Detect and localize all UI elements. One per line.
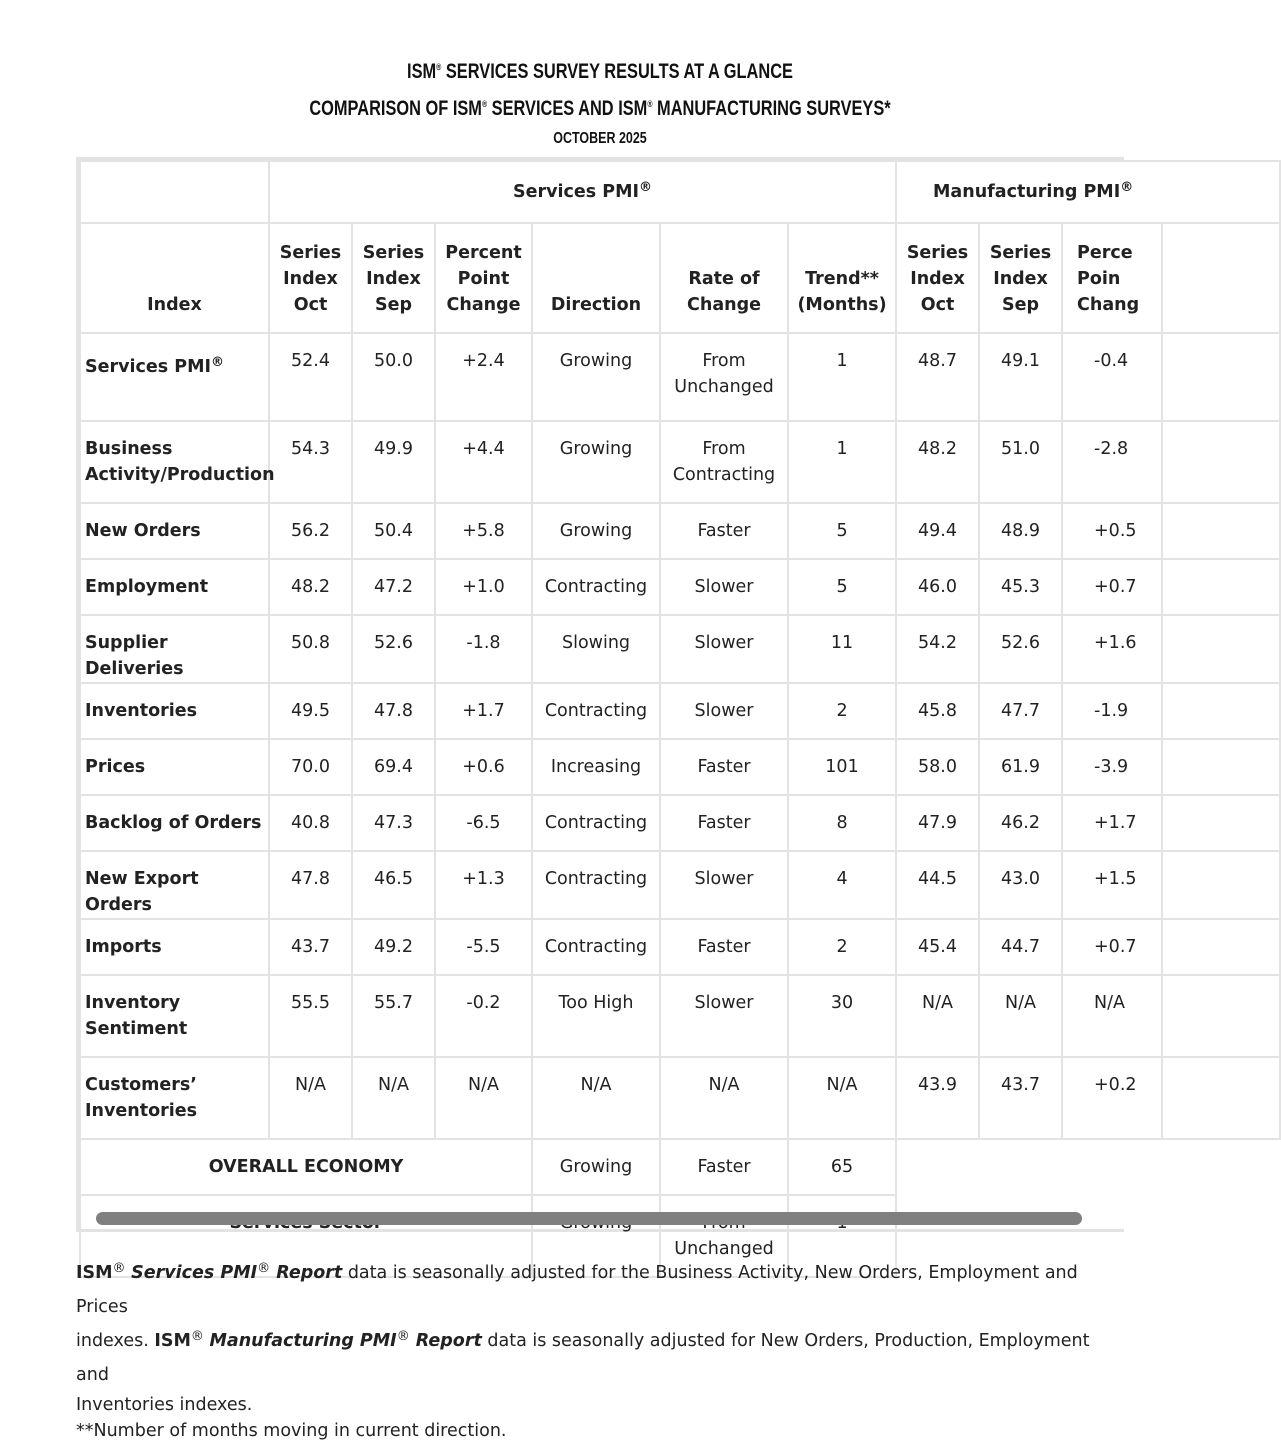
overflow-cell xyxy=(1162,615,1280,683)
manufacturing-pmi-label: Manufacturing PMI xyxy=(933,182,1121,202)
manufacturing-series-oct: 47.9 xyxy=(896,795,979,851)
corner-cell xyxy=(80,161,269,223)
services-rate-of-change xyxy=(660,919,788,975)
manufacturing-series-oct: N/A xyxy=(896,975,979,1057)
column-header-text: Oct xyxy=(920,295,955,315)
column-header-text: Series xyxy=(989,243,1052,263)
column-header-text: Sep xyxy=(1002,295,1040,315)
row-index-label-line: Sentiment xyxy=(85,1019,188,1039)
table-row xyxy=(80,683,1280,739)
row-index-label-line: Business xyxy=(85,439,173,459)
services-trend: 11 xyxy=(788,615,896,683)
table-scroll-container[interactable] xyxy=(76,157,1140,1259)
table-row xyxy=(80,851,1280,919)
table-row xyxy=(80,975,1280,1057)
row-index-text: Employment xyxy=(85,577,209,597)
row-index-text: Services PMI xyxy=(85,357,212,377)
footnote-line2 xyxy=(76,1324,1116,1392)
footnote-trend-note: **Number of months moving in current direction. xyxy=(76,1421,507,1441)
row-index-label xyxy=(80,503,269,559)
services-rate-of-change xyxy=(660,503,788,559)
column-header-text: Sep xyxy=(375,295,412,315)
registered-mark: ® xyxy=(211,355,225,370)
services-rate-of-change xyxy=(660,795,788,851)
column-header-rate-of-change xyxy=(660,223,788,333)
manufacturing-series-oct: 45.4 xyxy=(896,919,979,975)
services-rate-of-change xyxy=(660,851,788,919)
services-trend: 8 xyxy=(788,795,896,851)
services-rate-of-change-line: Slower xyxy=(694,577,754,597)
services-trend: 4 xyxy=(788,851,896,919)
services-direction: N/A xyxy=(532,1057,660,1139)
summary-direction: Growing xyxy=(532,1139,660,1195)
services-direction: Contracting xyxy=(532,559,660,615)
column-header-trend xyxy=(788,223,896,333)
column-header-m-percent-point-change xyxy=(1062,223,1162,333)
services-percent-change: -6.5 xyxy=(435,795,532,851)
manufacturing-series-sep: 49.1 xyxy=(979,333,1062,421)
overflow-cell xyxy=(1162,559,1280,615)
services-series-oct: 43.7 xyxy=(269,919,352,975)
row-index-label xyxy=(80,333,269,421)
services-series-oct: 48.2 xyxy=(269,559,352,615)
services-rate-of-change-line: N/A xyxy=(708,1075,740,1095)
services-series-sep: 47.3 xyxy=(352,795,435,851)
services-percent-change: N/A xyxy=(435,1057,532,1139)
manufacturing-series-sep: 43.7 xyxy=(979,1057,1062,1139)
column-header-series-sep xyxy=(352,223,435,333)
services-percent-change: +4.4 xyxy=(435,421,532,503)
registered-mark: ® xyxy=(436,62,442,72)
services-series-oct: 52.4 xyxy=(269,333,352,421)
footnote-manufacturing-report: Manufacturing PMI xyxy=(209,1331,397,1351)
column-header-text: Percent xyxy=(445,243,522,263)
column-header-text: Series xyxy=(362,243,425,263)
heading-title-rest: SERVICES SURVEY RESULTS AT A GLANCE xyxy=(441,60,793,83)
table-row xyxy=(80,615,1280,683)
services-series-oct: 56.2 xyxy=(269,503,352,559)
services-series-sep: 69.4 xyxy=(352,739,435,795)
manufacturing-series-sep: 44.7 xyxy=(979,919,1062,975)
column-header-text: Point xyxy=(457,269,510,289)
services-series-sep: 49.9 xyxy=(352,421,435,503)
services-direction: Contracting xyxy=(532,795,660,851)
manufacturing-series-sep: 51.0 xyxy=(979,421,1062,503)
row-index-label xyxy=(80,1057,269,1139)
services-series-oct: 47.8 xyxy=(269,851,352,919)
services-percent-change: -0.2 xyxy=(435,975,532,1057)
footnote-line3: Inventories indexes. xyxy=(76,1395,253,1415)
services-rate-of-change xyxy=(660,559,788,615)
column-header-text: Change xyxy=(687,295,761,315)
manufacturing-series-sep: 48.9 xyxy=(979,503,1062,559)
services-series-sep: 49.2 xyxy=(352,919,435,975)
footnote-text2b: data is seasonally adjusted for New Orders, Production, Employment and xyxy=(76,1331,1090,1385)
services-trend: 2 xyxy=(788,919,896,975)
table-row xyxy=(80,1057,1280,1139)
row-index-label xyxy=(80,559,269,615)
row-index-label-line: Activity/Production xyxy=(85,465,275,485)
services-rate-of-change-line: Faster xyxy=(697,813,751,833)
column-header-index xyxy=(80,223,269,333)
services-series-oct: N/A xyxy=(269,1057,352,1139)
column-header-text: Direction xyxy=(550,295,642,315)
manufacturing-percent-change: +0.7 xyxy=(1062,559,1162,615)
row-index-label-line: Inventory xyxy=(85,993,181,1013)
services-trend: 101 xyxy=(788,739,896,795)
column-header-text: Perce xyxy=(1077,243,1133,263)
manufacturing-series-oct: 43.9 xyxy=(896,1057,979,1139)
comparison-table xyxy=(79,160,1281,1278)
overflow-cell xyxy=(1162,1057,1280,1139)
footnote-ism: ISM xyxy=(76,1263,113,1283)
column-header-direction xyxy=(532,223,660,333)
table-row xyxy=(80,739,1280,795)
manufacturing-series-oct: 45.8 xyxy=(896,683,979,739)
overflow-cell xyxy=(1162,851,1280,919)
manufacturing-percent-change: N/A xyxy=(1062,975,1162,1057)
registered-mark: ® xyxy=(1120,180,1134,195)
footnote-report-word: Report xyxy=(270,1263,343,1283)
heading-subtitle xyxy=(191,89,1008,124)
row-index-label xyxy=(80,975,269,1057)
column-header-m-series-oct xyxy=(896,223,979,333)
registered-mark: ® xyxy=(190,1329,204,1344)
row-index-text: New Export Orders xyxy=(85,869,199,915)
column-header-percent-point-change xyxy=(435,223,532,333)
footnote-line1 xyxy=(76,1256,1116,1324)
manufacturing-series-sep: N/A xyxy=(979,975,1062,1057)
manufacturing-series-oct: 49.4 xyxy=(896,503,979,559)
manufacturing-percent-change: +0.5 xyxy=(1062,503,1162,559)
manufacturing-series-sep: 43.0 xyxy=(979,851,1062,919)
horizontal-scrollbar-thumb[interactable] xyxy=(96,1212,1082,1225)
services-rate-of-change xyxy=(660,1057,788,1139)
services-direction: Too High xyxy=(532,975,660,1057)
table-row xyxy=(80,421,1280,503)
manufacturing-percent-change: -2.8 xyxy=(1062,421,1162,503)
summary-trend: 65 xyxy=(788,1139,896,1195)
services-series-sep: 47.8 xyxy=(352,683,435,739)
overflow-cell xyxy=(1162,333,1280,421)
heading-sub-c: MANUFACTURING SURVEYS* xyxy=(652,97,891,120)
manufacturing-series-oct: 54.2 xyxy=(896,615,979,683)
overflow-cell xyxy=(1162,795,1280,851)
services-rate-of-change xyxy=(660,975,788,1057)
table-row xyxy=(80,795,1280,851)
services-direction: Increasing xyxy=(532,739,660,795)
column-header-overflow xyxy=(1162,223,1280,333)
services-series-sep: 46.5 xyxy=(352,851,435,919)
services-rate-of-change xyxy=(660,683,788,739)
manufacturing-percent-change: -0.4 xyxy=(1062,333,1162,421)
registered-mark: ® xyxy=(481,99,488,109)
services-trend: 30 xyxy=(788,975,896,1057)
services-direction: Slowing xyxy=(532,615,660,683)
services-trend: 5 xyxy=(788,559,896,615)
summary-row xyxy=(80,1139,1280,1195)
manufacturing-series-oct: 44.5 xyxy=(896,851,979,919)
manufacturing-series-sep: 45.3 xyxy=(979,559,1062,615)
services-rate-of-change-line: Contracting xyxy=(672,465,776,485)
services-pmi-label: Services PMI xyxy=(513,182,640,202)
manufacturing-pmi-group-header xyxy=(896,161,1280,223)
services-rate-of-change-line: From xyxy=(702,351,746,371)
row-index-label xyxy=(80,795,269,851)
services-rate-of-change-line: Slower xyxy=(694,701,754,721)
services-rate-of-change-line: Slower xyxy=(694,993,754,1013)
row-index-label xyxy=(80,615,269,683)
manufacturing-percent-change: +0.2 xyxy=(1062,1057,1162,1139)
services-percent-change: +5.8 xyxy=(435,503,532,559)
services-rate-of-change-line: Unchanged xyxy=(674,377,774,397)
row-index-text: Backlog of Orders xyxy=(85,813,262,833)
manufacturing-series-oct: 58.0 xyxy=(896,739,979,795)
services-trend: 2 xyxy=(788,683,896,739)
table-row xyxy=(80,333,1280,421)
column-header-text: Index xyxy=(283,269,338,289)
overflow-cell xyxy=(1162,739,1280,795)
services-rate-of-change-line: Faster xyxy=(697,757,751,777)
summary-rate-of-change xyxy=(660,1139,788,1195)
footnote-text2a: indexes. xyxy=(76,1331,155,1351)
column-header-text: (Months) xyxy=(797,295,887,315)
services-series-oct: 49.5 xyxy=(269,683,352,739)
manufacturing-series-oct: 48.7 xyxy=(896,333,979,421)
footnote-services-report: Services PMI xyxy=(131,1263,258,1283)
registered-mark: ® xyxy=(396,1329,410,1344)
heading-sub-b: SERVICES AND ISM xyxy=(487,97,648,120)
row-index-label xyxy=(80,919,269,975)
services-rate-of-change-line: Slower xyxy=(694,869,754,889)
services-rate-of-change xyxy=(660,739,788,795)
row-index-label xyxy=(80,421,275,503)
services-series-sep: 47.2 xyxy=(352,559,435,615)
overflow-cell xyxy=(1162,919,1280,975)
row-index-label-line: Customers’ xyxy=(85,1075,197,1095)
services-series-oct: 70.0 xyxy=(269,739,352,795)
row-index-text: Inventories xyxy=(85,701,198,721)
manufacturing-series-oct: 48.2 xyxy=(896,421,979,503)
services-rate-of-change xyxy=(660,421,788,503)
column-header-text: Poin xyxy=(1077,269,1121,289)
services-series-oct: 55.5 xyxy=(269,975,352,1057)
column-header-text: Index xyxy=(366,269,421,289)
footnote-ism: ISM xyxy=(154,1331,191,1351)
row-index-label xyxy=(80,683,269,739)
services-rate-of-change-line: Faster xyxy=(697,521,751,541)
services-percent-change: -5.5 xyxy=(435,919,532,975)
column-header-text: Oct xyxy=(293,295,328,315)
manufacturing-percent-change: +1.5 xyxy=(1062,851,1162,919)
overflow-cell xyxy=(1162,975,1280,1057)
services-percent-change: +0.6 xyxy=(435,739,532,795)
manufacturing-percent-change: +1.6 xyxy=(1062,615,1162,683)
row-index-label xyxy=(80,851,269,919)
footnote xyxy=(76,1256,1116,1444)
manufacturing-series-sep: 61.9 xyxy=(979,739,1062,795)
row-index-text: Supplier Deliveries xyxy=(85,633,184,679)
services-series-sep: 50.0 xyxy=(352,333,435,421)
services-direction: Contracting xyxy=(532,851,660,919)
services-series-oct: 54.3 xyxy=(269,421,352,503)
summary-label: OVERALL ECONOMY xyxy=(80,1139,532,1195)
services-rate-of-change xyxy=(660,333,788,421)
row-index-label-line: Inventories xyxy=(85,1101,198,1121)
summary-rate-of-change-line: Faster xyxy=(697,1157,751,1177)
services-series-sep: N/A xyxy=(352,1057,435,1139)
row-index-text: New Orders xyxy=(85,521,201,541)
manufacturing-percent-change: -3.9 xyxy=(1062,739,1162,795)
column-header-text: Rate of xyxy=(688,269,760,289)
column-header-series-oct xyxy=(269,223,352,333)
summary-rate-of-change-line: Unchanged xyxy=(674,1239,774,1259)
services-direction: Growing xyxy=(532,503,660,559)
column-header-text: Change xyxy=(446,295,521,315)
services-pmi-group-header xyxy=(269,161,896,223)
services-trend: N/A xyxy=(788,1057,896,1139)
registered-mark: ® xyxy=(647,99,653,109)
table-row xyxy=(80,919,1280,975)
services-rate-of-change-line: Slower xyxy=(694,633,754,653)
row-index-text: Prices xyxy=(85,757,146,777)
column-header-text: Index xyxy=(993,269,1048,289)
services-series-sep: 52.6 xyxy=(352,615,435,683)
registered-mark: ® xyxy=(257,1261,271,1276)
column-header-m-series-sep xyxy=(979,223,1062,333)
services-trend: 1 xyxy=(788,333,896,421)
services-trend: 5 xyxy=(788,503,896,559)
column-header-text: Series xyxy=(906,243,969,263)
services-rate-of-change xyxy=(660,615,788,683)
manufacturing-percent-change: +1.7 xyxy=(1062,795,1162,851)
services-series-oct: 50.8 xyxy=(269,615,352,683)
services-percent-change: -1.8 xyxy=(435,615,532,683)
report-heading xyxy=(76,50,1124,154)
overflow-cell xyxy=(1162,503,1280,559)
registered-mark: ® xyxy=(639,180,653,195)
footnote-text1: data is seasonally adjusted for the Business Activity, New Orders, Employment and Prices xyxy=(76,1263,1078,1317)
services-rate-of-change-line: Faster xyxy=(697,937,751,957)
manufacturing-percent-change: +0.7 xyxy=(1062,919,1162,975)
column-header-text: Series xyxy=(279,243,342,263)
column-header-text: Index xyxy=(910,269,965,289)
services-series-oct: 40.8 xyxy=(269,795,352,851)
manufacturing-percent-change: -1.9 xyxy=(1062,683,1162,739)
row-index-label xyxy=(80,739,269,795)
column-header-text: Index xyxy=(147,295,202,315)
table-row xyxy=(80,503,1280,559)
column-header-text: Trend** xyxy=(805,269,879,289)
services-direction: Growing xyxy=(532,333,660,421)
services-series-sep: 50.4 xyxy=(352,503,435,559)
footnote-report-word: Report xyxy=(409,1331,482,1351)
table-row xyxy=(80,559,1280,615)
services-series-sep: 55.7 xyxy=(352,975,435,1057)
services-percent-change: +1.3 xyxy=(435,851,532,919)
services-trend: 1 xyxy=(788,421,896,503)
overflow-cell xyxy=(1162,421,1280,503)
services-percent-change: +1.7 xyxy=(435,683,532,739)
row-index-text: Imports xyxy=(85,937,162,957)
manufacturing-series-oct: 46.0 xyxy=(896,559,979,615)
heading-title xyxy=(191,50,1008,89)
services-percent-change: +2.4 xyxy=(435,333,532,421)
registered-mark: ® xyxy=(112,1261,126,1276)
column-header-text: Chang xyxy=(1077,295,1140,315)
manufacturing-series-sep: 47.7 xyxy=(979,683,1062,739)
heading-sub-a: COMPARISON OF ISM xyxy=(309,97,482,120)
services-direction: Growing xyxy=(532,421,660,503)
heading-ism: ISM xyxy=(407,60,437,83)
overflow-cell xyxy=(1162,683,1280,739)
heading-date: OCTOBER 2025 xyxy=(553,130,647,147)
services-percent-change: +1.0 xyxy=(435,559,532,615)
manufacturing-series-sep: 52.6 xyxy=(979,615,1062,683)
services-direction: Contracting xyxy=(532,919,660,975)
services-direction: Contracting xyxy=(532,683,660,739)
services-rate-of-change-line: From xyxy=(702,439,746,459)
manufacturing-series-sep: 46.2 xyxy=(979,795,1062,851)
